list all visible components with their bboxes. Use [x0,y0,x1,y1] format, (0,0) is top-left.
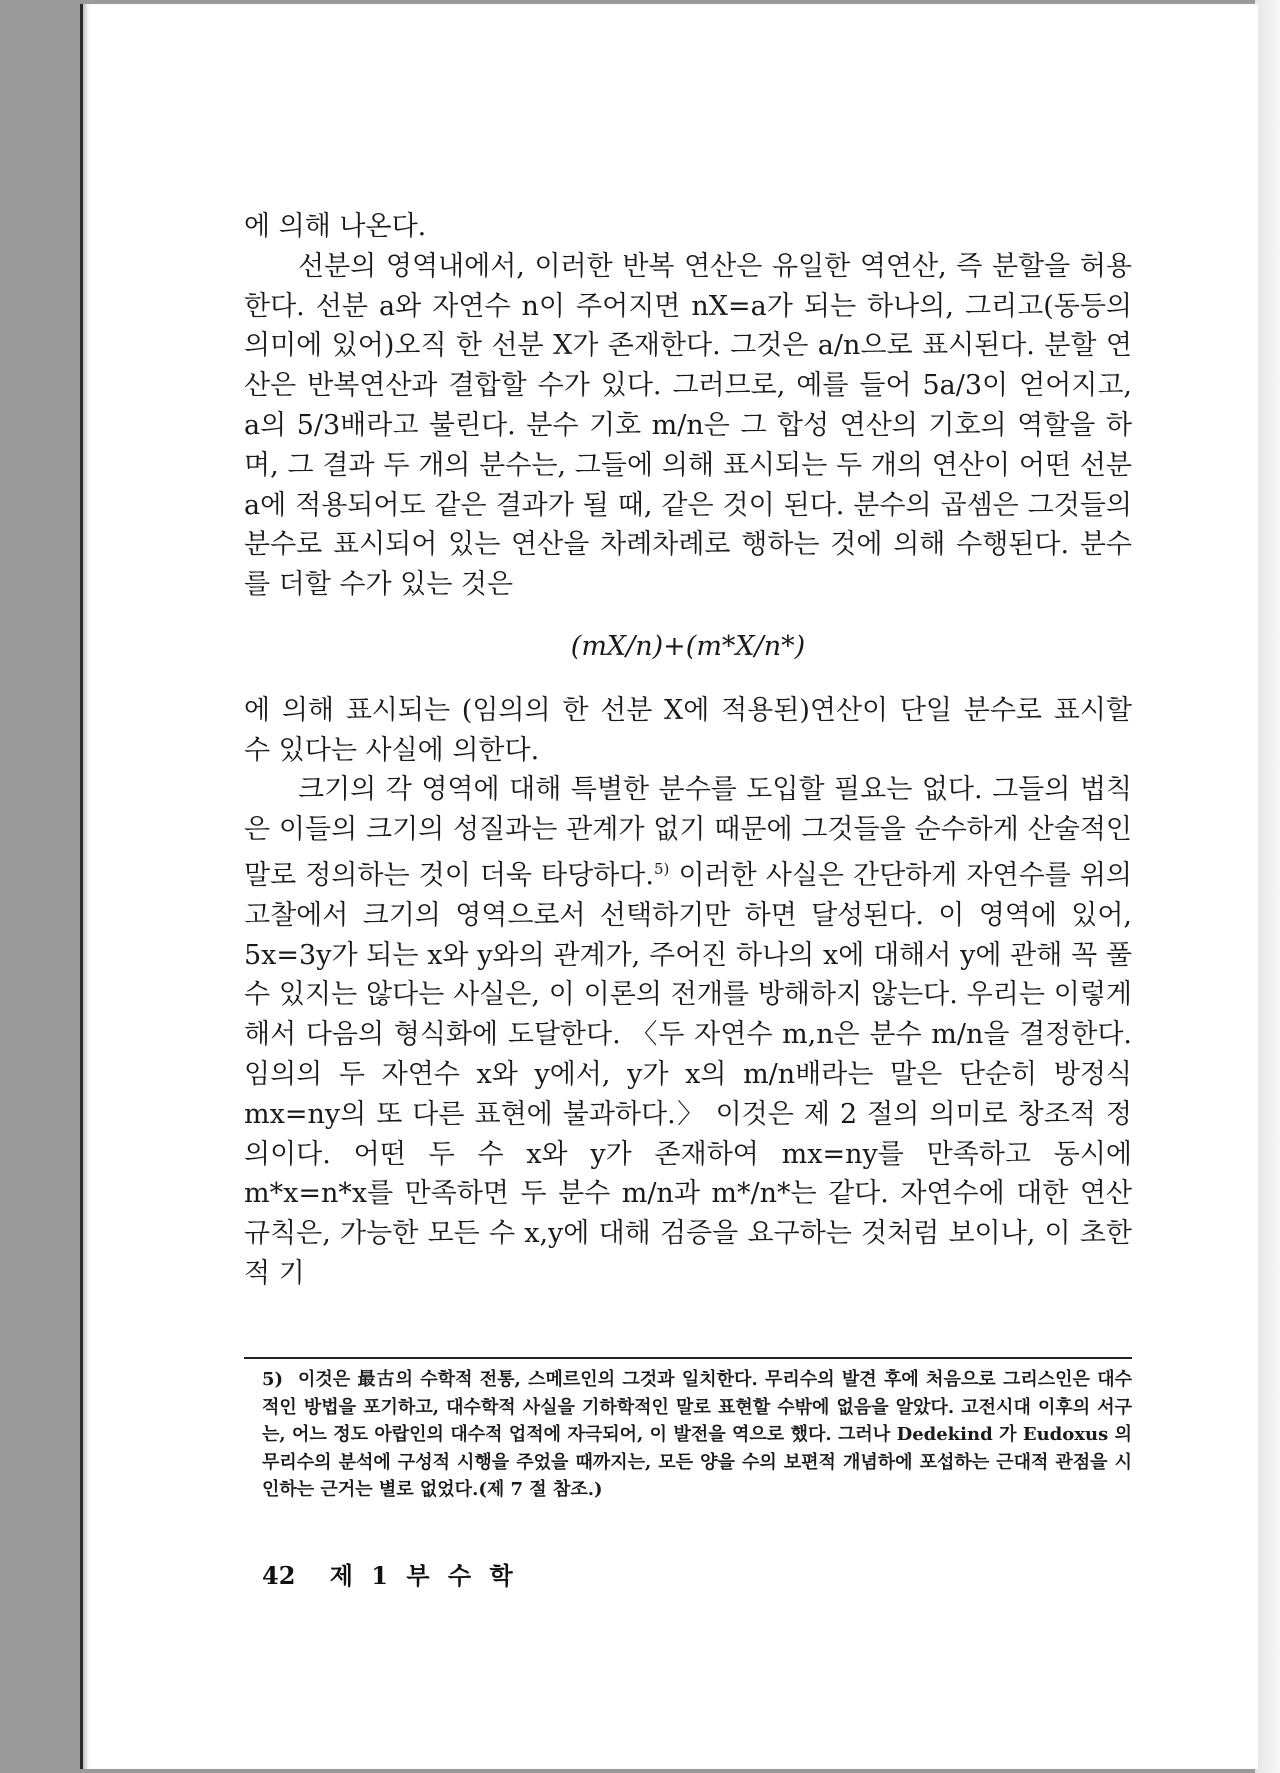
paragraph-fractions-rest: 이러한 사실은 간단하게 자연수를 위의 고찰에서 크기의 영역으로서 선택하기만 하면 달성된다. 이 영역에 있어, 5x=3y가 되는 x와 y와의 관계가, 주어진 하나의 x에 대해서 y에 관해 꼭 풀 수 있지는 않다는 사실은, 이 이론의 전개를 방해하지 않는다. 우리는 이렇게 해서 다음의 형식화에 도달한다. 〈두 자연수 m,n은 분수 m/n을 결정한다. 임의의 두 자연수 x와 y에서, y가 x의 m/n배라는 말은 단순히 방정식 mx=ny의 또 다른 표현에 불과하다.〉 이것은 제 2 절의 의미로 창조적 정의이다. 어떤 두 수 x와 y가 존재하여 mx=ny를 만족하고 동시에 m*x=n*x를 만족하면 두 분수 m/n과 m*/n*는 같다. 자연수에 대한 연산 규칙은, 가능한 모든 수 x,y에 대해 검증을 요구하는 것처럼 보이나, 이 초한적 기 [244,859,1133,1289]
page-number: 42 [262,1561,296,1590]
footnote-number: 5) [262,1369,284,1390]
part-title: 제 1 부 수 학 [329,1561,518,1590]
paragraph-continuation: 에 의해 나온다. [244,211,427,242]
footnote [262,1366,1132,1504]
page-footer [262,1556,518,1591]
paragraph-division: 선분의 영역내에서, 이러한 반복 연산은 유일한 역연산, 즉 분할을 허용한다. 선분 a와 자연수 n이 주어지면 nX=a가 되는 하나의, 그리고(동등의 의미에 있어)오직 한 선분 X가 존재한다. 그것은 a/n으로 표시된다. 분할 연산은 반복연산과 결합할 수가 있다. 그러므로, 예를 들어 5a/3이 얻어지고, a의 5/3배라고 불린다. 분수 기호 m/n은 그 합성 연산의 기호의 역할을 하며, 그 결과 두 개의 분수는, 그들에 의해 표시되는 두 개의 연산이 어떤 선분 a에 적용되어도 같은 결과가 될 때, 같은 것이 된다. 분수의 곱셈은 그것들의 분수로 표시되어 있는 연산을 차례차례로 행하는 것에 의해 수행된다. 분수를 더할 수가 있는 것은 [244,250,1132,601]
formula: (mX/n)+(m*X/n*) [570,630,806,662]
footnote-divider [244,1357,1132,1359]
page-edge [1255,0,1280,1773]
body-text [244,207,1132,1294]
paragraph-fractions [244,770,1132,1293]
paragraph-formula-follow: 에 의해 표시되는 (임의의 한 선분 X에 적용된)연산이 단일 분수로 표시할 수 있다는 사실에 의한다. [244,694,1132,766]
paragraph-fractions-start: 크기의 각 영역에 대해 특별한 분수를 도입할 필요는 없다. 그들의 법칙은 이들의 크기의 성질과는 관계가 없기 때문에 그것들을 순수하게 산술적인 말로 정의하는 것이 더욱 타당하다. [244,774,1132,891]
footnote-text: 이것은 最古의 수학적 전통, 스메르인의 그것과 일치한다. 무리수의 발견 후에 처음으로 그리스인은 대수적인 방법을 포기하고, 대수학적 사실을 기하학적인 말로 표현할 수밖에 없음을 알았다. 고전시대 이후의 서구는, 어느 정도 아랍인의 대수적 업적에 자극되어, 이 발전을 역으로 했다. 그러나 Dedekind 가 Eudoxus 의 무리수의 분석에 구성적 시행을 주었을 때까지는, 모든 양을 수의 보편적 개념하에 포섭하는 근대적 관점을 시인하는 근거는 별로 없었다.(제 7 절 참조.) [262,1369,1132,1500]
footnote-reference: 5) [653,859,670,878]
